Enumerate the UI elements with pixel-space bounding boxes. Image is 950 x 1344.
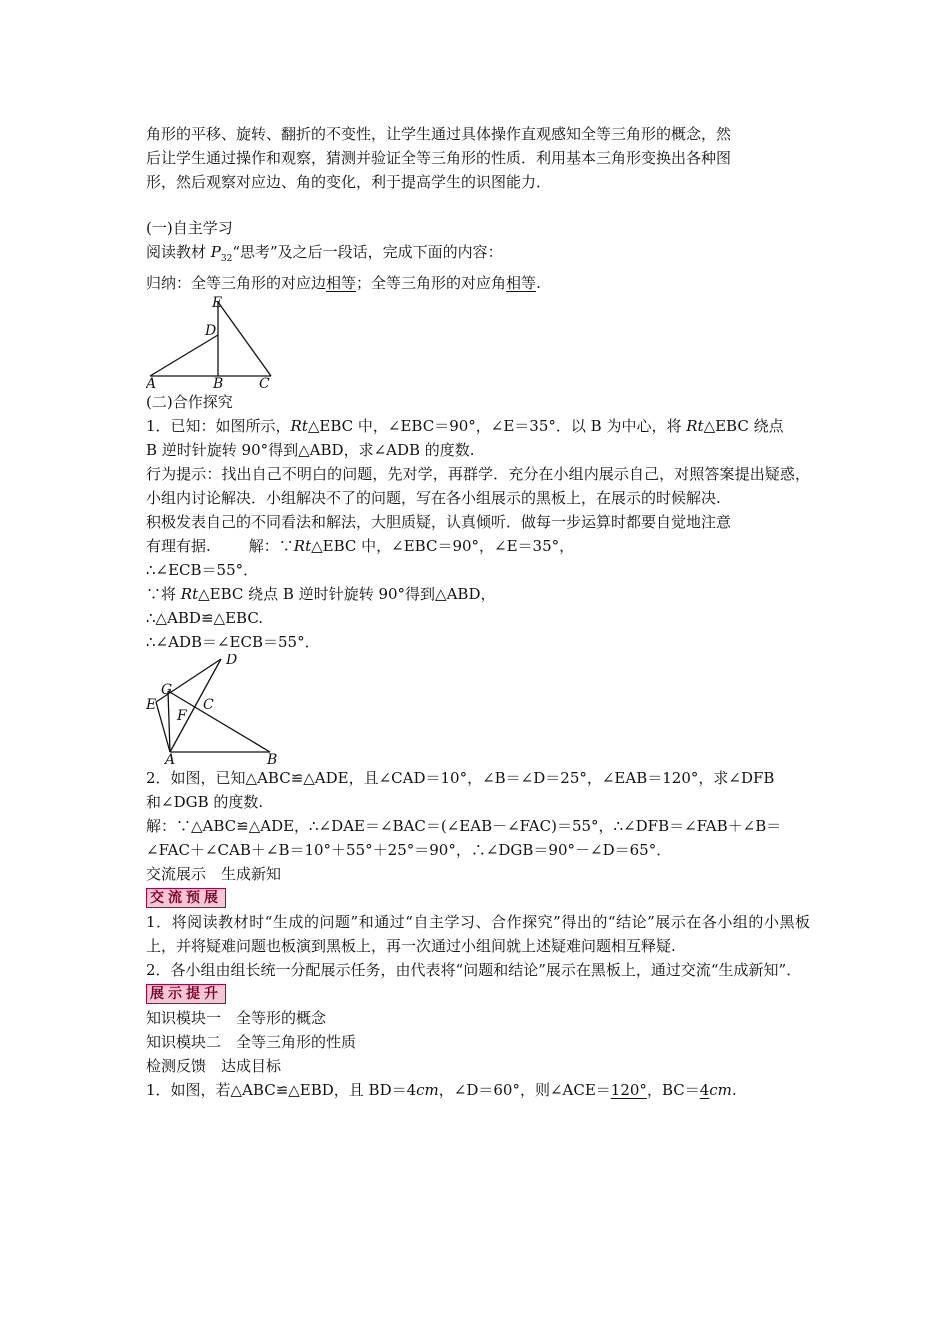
answer-blank-angle: 120°: [610, 1081, 647, 1099]
label-C: C: [259, 376, 270, 390]
question-2-line-1: 2．如图，已知△ABC≌△ADE，且∠CAD＝10°，∠B＝∠D＝25°，∠EAB＝120°，求∠DFB: [146, 769, 775, 787]
solution-2-line-1: 解：∵△ABC≌△ADE，∴∠DAE＝∠BAC＝(∠EAB－∠FAC)＝55°，∴∠DFB＝∠FAB＋∠B＝: [146, 817, 782, 835]
exchange-paragraph-2: 2．各小组由组长统一分配展示任务，由代表将“问题和结论”展示在黑板上，通过交流“生成新知”．: [146, 961, 802, 979]
reading-instruction: 阅读教材 $P_{32}“$思考”及之后一段话，完成下面的内容：: [146, 243, 503, 264]
label-B: B: [213, 376, 224, 390]
solution-step-4: ∴∠ADB＝∠ECB＝55°．: [146, 633, 320, 651]
solution-step-2: ∵将 Rt△EBC 绕点 B 逆时针旋转 90°得到△ABD，: [146, 585, 496, 603]
label-D: D: [226, 654, 238, 668]
label-A: A: [165, 752, 176, 766]
encourage-line-2: 有理有据. 解：∵Rt△EBC 中，∠EBC＝90°，∠E＝35°，: [146, 537, 575, 555]
label-E: E: [212, 295, 223, 311]
solution-step-1: ∴∠ECB＝55°．: [146, 561, 259, 579]
display-tag: 展示提升: [146, 984, 226, 1004]
solution-step-3: ∴△ABD≌△EBC.: [146, 609, 264, 627]
knowledge-module-2: 知识模块二 全等三角形的性质: [146, 1033, 357, 1051]
exchange-paragraph-1: 1．将阅读教材时“生成的问题”和通过“自主学习、合作探究”得出的“结论”展示在各小组的小黑板上，并将疑难问题也板演到黑板上，再一次通过小组间就上述疑难问题相互释疑.: [146, 913, 810, 955]
summary-line: 归纳：全等三角形的对应边相等；全等三角形的对应角相等.: [146, 274, 541, 292]
knowledge-module-1: 知识模块一 全等形的概念: [146, 1009, 327, 1027]
document-page: [146, 122, 810, 1102]
label-G: G: [161, 682, 173, 698]
label-B: B: [267, 752, 278, 766]
exchange-title: 交流展示 生成新知: [146, 865, 282, 883]
section-cooperative-heading: (二)合作探究: [146, 393, 233, 411]
answer-blank-1: 相等: [326, 274, 357, 292]
figure-congruent-triangles: [146, 654, 291, 766]
label-E: E: [146, 697, 157, 713]
label-A: A: [146, 376, 157, 390]
check-feedback-title: 检测反馈 达成目标: [146, 1057, 282, 1075]
answer-blank-length: 4: [699, 1081, 710, 1099]
encourage-line-1: 积极发表自己的不同看法和解法，大胆质疑，认真倾听．做每一步运算时都要自觉地注意: [146, 513, 732, 531]
label-C: C: [203, 697, 214, 713]
figure-rotation-triangles: [146, 295, 286, 390]
section-self-study-heading: (一)自主学习: [146, 219, 233, 237]
solution-2-line-2: ∠FAC＋∠CAB＋∠B＝10°＋55°＋25°＝90°，∴∠DGB＝90°－∠D＝65°．: [146, 841, 672, 859]
exchange-tag: 交流预展: [146, 888, 226, 908]
intro-line-2: 后让学生通过操作和观察，猜测并验证全等三角形的性质．利用基本三角形变换出各种图: [146, 149, 732, 167]
intro-line-1: 角形的平移、旋转、翻折的不变性，让学生通过具体操作直观感知全等三角形的概念，然: [146, 125, 732, 143]
label-F: F: [177, 708, 187, 724]
answer-blank-2: 相等: [506, 274, 537, 292]
question-2-line-2: 和∠DGB 的度数.: [146, 793, 264, 811]
feedback-question-1: 1．如图，若△ABC≌△EBD，且 BD＝4cm，∠D＝60°，则∠ACE＝120°，BC＝4cm.: [146, 1081, 737, 1099]
intro-line-3: 形，然后观察对应边、角的变化，利于提高学生的识图能力．: [146, 173, 552, 191]
label-D: D: [205, 323, 217, 339]
question-1-line-1: 1．已知：如图所示，Rt△EBC 中，∠EBC＝90°，∠E＝35°．以 B 为中心，将 Rt△EBC 绕点: [146, 417, 784, 435]
behavior-hint: 行为提示：找出自己不明白的问题，先对学，再群学．充分在小组内展示自己，对照答案提出疑惑，小组内讨论解决．小组解决不了的问题，写在各小组展示的黑板上，在展示的时候解决.: [146, 465, 810, 507]
question-1-line-2: B 逆时针旋转 90°得到△ABD，求∠ADB 的度数.: [146, 441, 475, 459]
